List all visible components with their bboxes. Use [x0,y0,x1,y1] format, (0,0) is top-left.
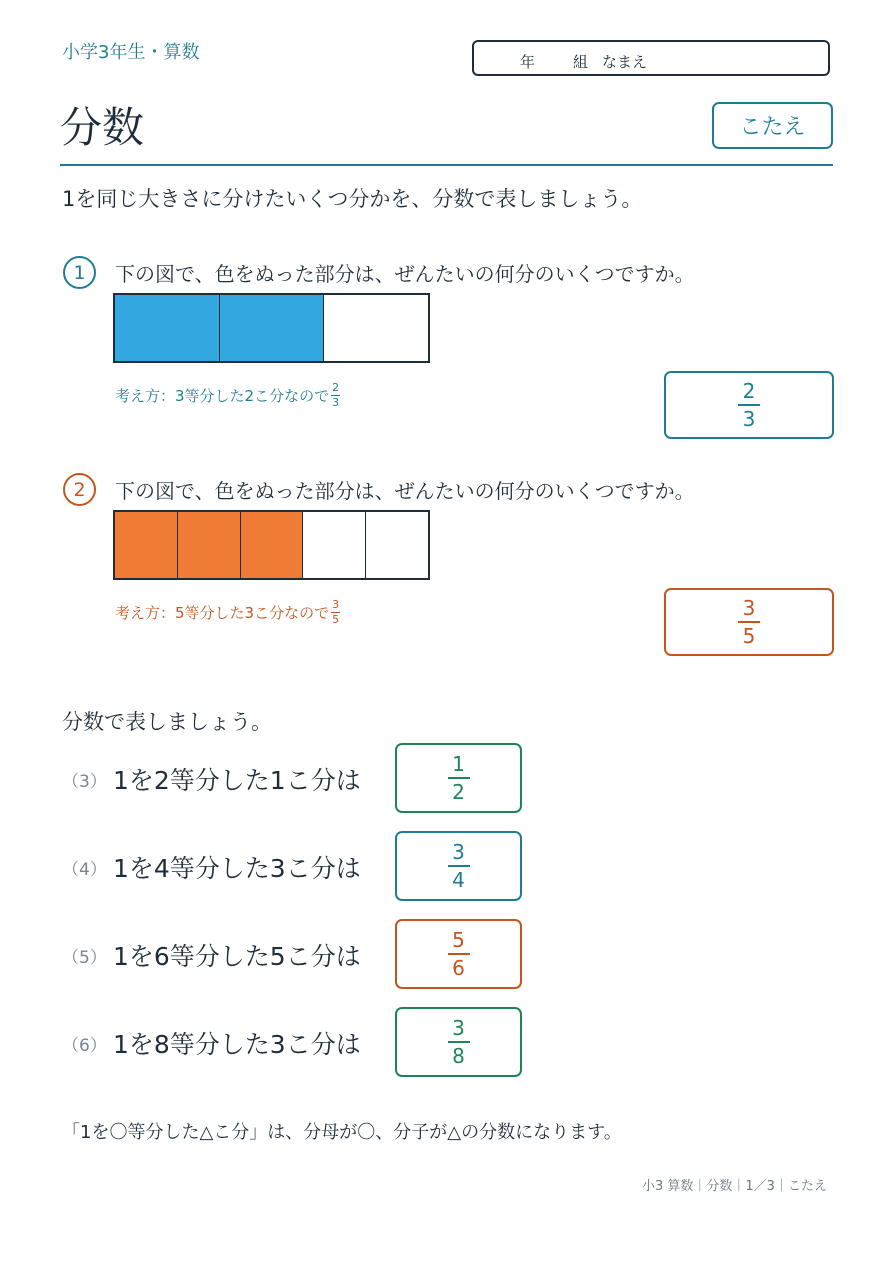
question-1-text: 下の図で、色をぬった部分は、ぜんたいの何分のいくつですか。 [115,262,695,286]
answer-numerator: 3 [452,1016,465,1041]
question-2-fraction-bar [113,510,430,580]
page-title: 分数 [60,103,145,152]
problem-5-answer-box[interactable] [395,919,522,989]
summary-note: 「1を〇等分した△こ分」は、分母が〇、分子が△の分数になります。 [62,1122,622,1143]
question-2-answer-box[interactable] [664,588,834,656]
hint-fraction [331,382,340,409]
bar-cell-filled [115,512,178,578]
answer-fraction [448,1016,470,1068]
answer-badge: こたえ [712,102,833,149]
problem-3-number: （3） [62,772,107,792]
class-label: 組 [573,53,589,71]
hint-numerator: 3 [332,598,340,611]
question-2-text: 下の図で、色をぬった部分は、ぜんたいの何分のいくつですか。 [115,479,695,503]
question-1-fraction-bar [113,293,430,363]
problem-4-text: 1を4等分した3こ分は [113,854,361,883]
hint-numerator: 2 [332,381,340,394]
answer-denominator: 4 [452,867,465,892]
answer-denominator: 6 [452,955,465,980]
answer-fraction [448,928,470,980]
problem-3-text: 1を2等分した1こ分は [113,766,361,795]
bar-cell-empty [324,295,428,361]
question-1-number: 1 [63,256,96,289]
instructions: 1を同じ大きさに分けたいくつ分かを、分数で表しましょう。 [62,187,643,211]
answer-fraction [738,379,760,431]
hint-fraction [331,599,340,626]
problem-5-number: （5） [62,948,107,968]
answer-numerator: 5 [452,928,465,953]
name-field-box[interactable] [472,40,830,76]
answer-numerator: 3 [452,840,465,865]
hint-denominator: 3 [332,396,340,409]
hint-text: 考え方：5等分した3こ分なので [115,604,330,622]
bar-cell-empty [366,512,428,578]
question-1-hint [115,382,340,409]
question-1-answer-box[interactable] [664,371,834,439]
answer-numerator: 1 [452,752,465,777]
title-divider [60,164,833,166]
answer-fraction [448,840,470,892]
bar-cell-empty [303,512,366,578]
problem-5-text: 1を6等分した5こ分は [113,942,361,971]
year-label: 年 [520,53,536,71]
answer-numerator: 3 [742,596,756,621]
page-footer: 小3 算数｜分数｜1／3｜こたえ [642,1179,827,1194]
fraction-line [448,777,470,779]
hint-text: 考え方：3等分した2こ分なので [115,387,330,405]
question-2-number: 2 [63,473,96,506]
answer-fraction [738,596,760,648]
fraction-line [448,865,470,867]
answer-denominator: 3 [742,406,756,431]
bar-cell-filled [115,295,220,361]
fraction-line [448,953,470,955]
answer-denominator: 2 [452,779,465,804]
fraction-line [448,1041,470,1043]
answer-fraction [448,752,470,804]
bar-cell-filled [220,295,325,361]
problem-6-number: （6） [62,1036,107,1056]
problem-4-answer-box[interactable] [395,831,522,901]
problem-6-answer-box[interactable] [395,1007,522,1077]
question-2-hint [115,599,340,626]
answer-numerator: 2 [742,379,756,404]
fraction-line [738,404,760,406]
hint-denominator: 5 [332,613,340,626]
name-label: なまえ [602,53,648,71]
answer-denominator: 8 [452,1043,465,1068]
grade-subject-label: 小学3年生・算数 [62,42,200,63]
section-2-title: 分数で表しましょう。 [62,710,272,734]
problem-3-answer-box[interactable] [395,743,522,813]
answer-denominator: 5 [742,623,756,648]
bar-cell-filled [178,512,241,578]
problem-6-text: 1を8等分した3こ分は [113,1030,361,1059]
fraction-line [738,621,760,623]
bar-cell-filled [241,512,304,578]
problem-4-number: （4） [62,860,107,880]
